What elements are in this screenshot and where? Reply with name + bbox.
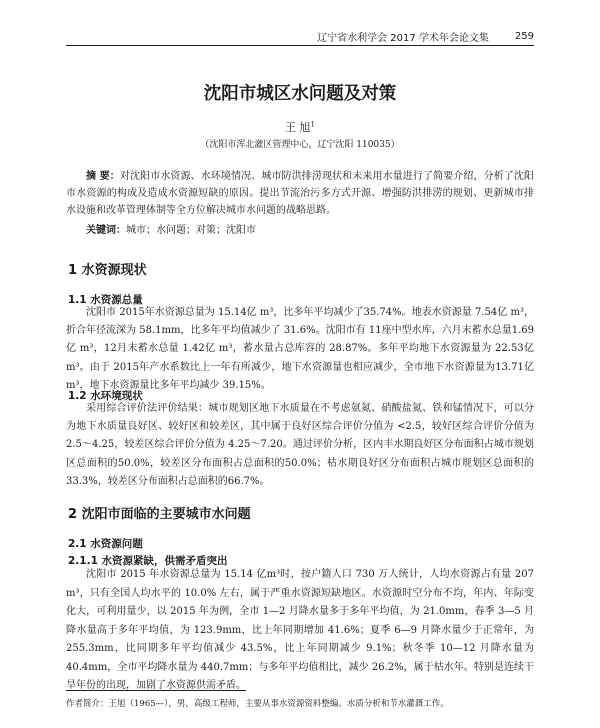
keywords-label: 关键词： (86, 225, 126, 236)
paragraph-1-2: 采用综合评价法评价结果：城市规划区地下水质量在不考虑氨氮、硝酸盐氮、铁和锰情况下，可以分为地下水质量良好区、较好区和较差区，其中属于良好区综合评价分值为 <2.5，较好区综合评价分值为 2.5～4.25，较差区综合评价分值为 4.25～7.20。通过评价分析，区内丰水期良好区分布面积占城市规划区总面积的50.0%，较差区分布面积占总面积的50.0%；枯水期良好区分布面积占城市规划区总面积的33.3%，较差区分布面积占总面积的66.7%。 (66, 403, 534, 487)
page-number: 259 (514, 30, 534, 42)
running-header (66, 28, 534, 44)
section-heading-2-1-1: 2.1.1 水资源紧缺，供需矛盾突出 (68, 555, 228, 567)
paragraph-1-1: 沈阳市 2015年水资源总量为 15.14亿 m³，比多年平均减少了35.74%。地表水资源量 7.54亿 m³，折合年径流深为 58.1mm，比多年平均值减少了 31.6%。沈阳市有 11座中型水库，六月末蓄水总量1.69亿 m³，12月末蓄水总量 1.42亿 m³，蓄水量占总库容的 28.87%。多年平均地下水资源量为 22.53亿 m³。由于 2015年产水系数比上一年有所减少，地下水资源量也相应减少，全市地下水资源量为13.71亿 m³，地下水资源量比多年平均减少 39.15%。 (66, 307, 534, 391)
section-heading-2-1: 2.1 水资源问题 (68, 538, 143, 550)
section-heading-2: 2 沈阳市面临的主要城市水问题 (68, 507, 251, 522)
abstract-label: 摘 要： (86, 171, 120, 182)
paragraph-2-1-1: 沈阳市 2015 年水资源总量为 15.14 亿m³时，按户籍人口 730 万人统计，人均水资源占有量 207 m³，只有全国人均水平的 10.0% 左右，属于严重水资源短缺地区。水资源时空分布不均，年内、年际变化大，可利用量少，以 2015 年为例，全市 1—2 月降水量多于多年平均值，为 21.0mm，春季 3—5 月降水量高于多年平均值，为 123.9mm，比上年同期增加 41.6%；夏季 6—9 月降水量少于正常年，为 255.3mm，比同期多年平均值减少 43.5%，比上年同期减少 9.1%；秋冬季 10—12 月降水量为 40.4mm，全市平均降水量为 440.7mm；与多年平均值相比，减少 26.2%，属于枯水年。特别是连续干旱年份的出现，加剧了水资源供需矛盾。 (66, 569, 534, 691)
section-heading-1-1: 1.1 水资源总量 (68, 294, 143, 306)
header-rule (66, 45, 534, 46)
section-heading-1-2: 1.2 水环境现状 (68, 390, 143, 402)
paper-title: 沈阳市城区水问题及对策 (203, 84, 397, 104)
author-name: 王 旭 (285, 121, 311, 134)
author-footnote: 作者简介：王旭（1965—），男，高级工程师，主要从事水资源资料整编、水质分析和节水灌溉工作。 (66, 699, 449, 709)
abstract-text: 对沈阳市水资源、水环境情况、城市防洪排涝现状和未来用水量进行了简要介绍，分析了沈阳市水资源的构成及造成水资源短缺的原因。提出节流治污多方式开源、增强防洪排涝的规划、更新城市排水设施和改革管理体制等全方位解决城市水问题的战略思路。 (66, 171, 535, 216)
keywords (86, 221, 534, 236)
keywords-text: 城市；水问题；对策；沈阳市 (126, 225, 256, 236)
author-line (0, 119, 600, 135)
abstract (66, 168, 534, 219)
section-heading-1: 1 水资源现状 (68, 263, 147, 278)
author-mark: 1 (310, 120, 315, 129)
journal-name: 辽宁省水利学会 2017 学术年会论文集 (317, 32, 489, 44)
affiliation: （沈阳市浑北灌区管理中心，辽宁沈阳 110035） (200, 140, 400, 150)
footnote-rule (66, 690, 246, 691)
